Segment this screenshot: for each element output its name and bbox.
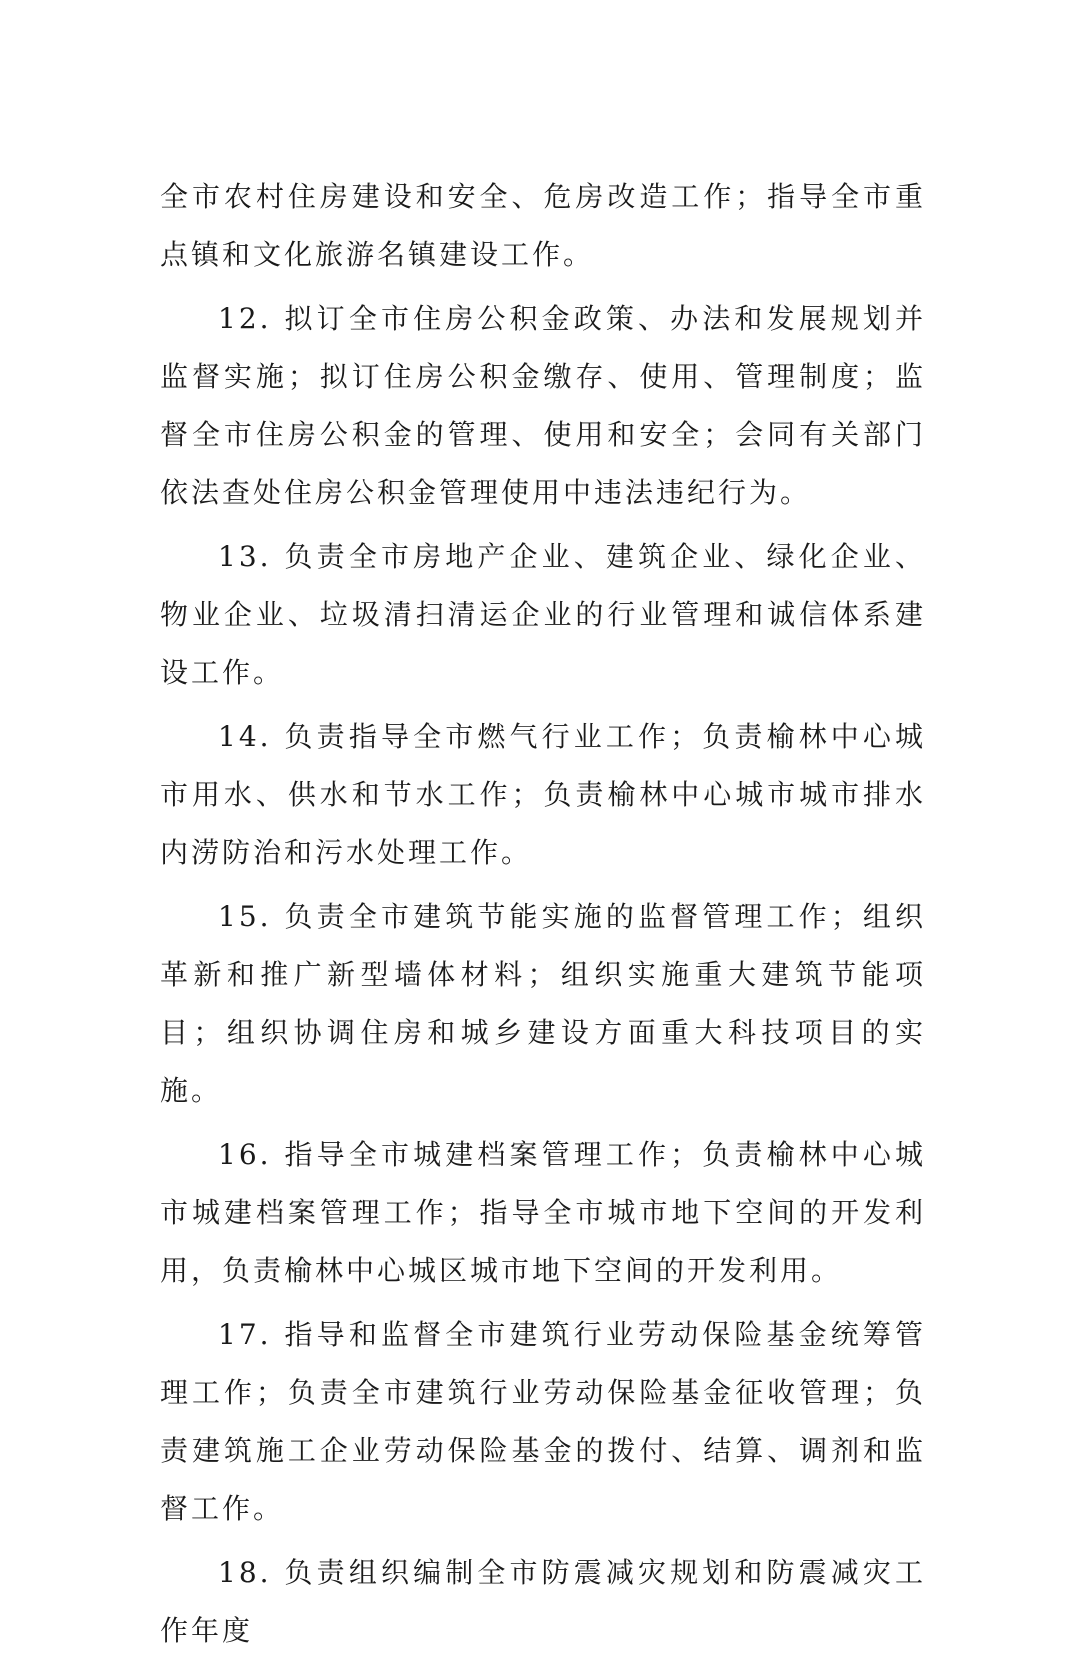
paragraph-item-14: 14. 负责指导全市燃气行业工作；负责榆林中心城市用水、供水和节水工作；负责榆林中心城市城市排水内涝防治和污水处理工作。 — [160, 720, 926, 869]
paragraph-item-18: 18. 负责组织编制全市防震减灾规划和防震减灾工作年度 — [160, 1556, 926, 1647]
paragraph-item-13: 13. 负责全市房地产企业、建筑企业、绿化企业、物业企业、垃圾清扫清运企业的行业管理和诚信体系建设工作。 — [160, 540, 926, 689]
document-page — [160, 168, 926, 1666]
paragraph-item-15: 15. 负责全市建筑节能实施的监督管理工作；组织革新和推广新型墙体材料；组织实施重大建筑节能项目；组织协调住房和城乡建设方面重大科技项目的实施。 — [160, 900, 926, 1107]
paragraph-item-16: 16. 指导全市城建档案管理工作；负责榆林中心城市城建档案管理工作；指导全市城市地下空间的开发利用，负责榆林中心城区城市地下空间的开发利用。 — [160, 1138, 926, 1287]
paragraph-continuation: 全市农村住房建设和安全、危房改造工作；指导全市重点镇和文化旅游名镇建设工作。 — [160, 180, 926, 271]
paragraph-item-12: 12. 拟订全市住房公积金政策、办法和发展规划并监督实施；拟订住房公积金缴存、使用、管理制度；监督全市住房公积金的管理、使用和安全；会同有关部门依法查处住房公积金管理使用中违法违纪行为。 — [160, 302, 926, 509]
paragraph-item-17: 17. 指导和监督全市建筑行业劳动保险基金统筹管理工作；负责全市建筑行业劳动保险基金征收管理；负责建筑施工企业劳动保险基金的拨付、结算、调剂和监督工作。 — [160, 1318, 926, 1525]
